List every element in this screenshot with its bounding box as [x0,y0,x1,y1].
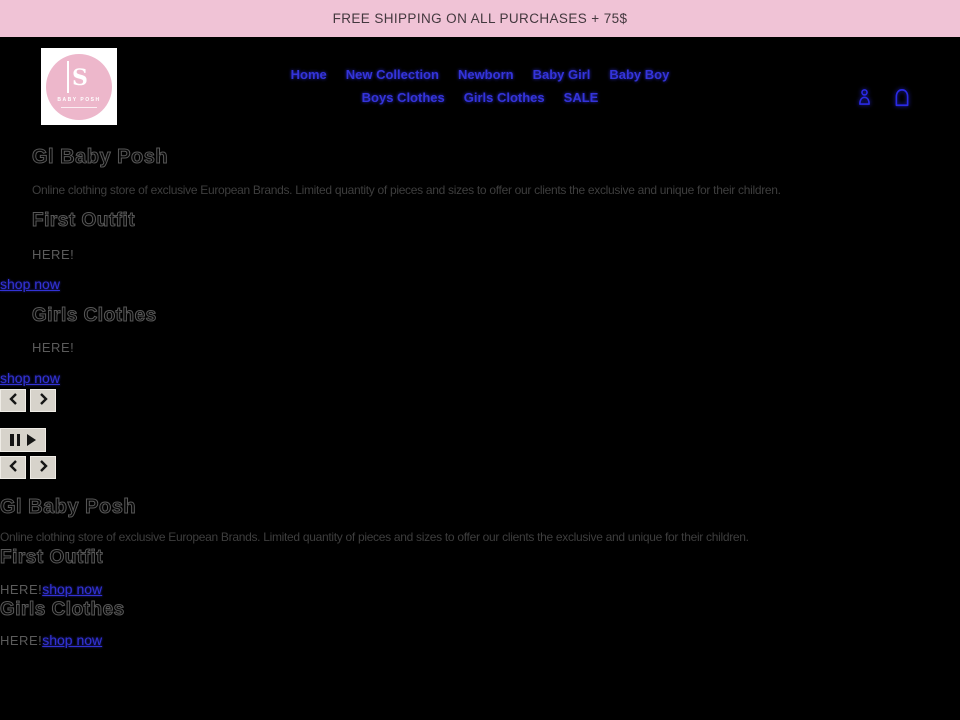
nav-item-newborn[interactable]: Newborn [457,67,514,82]
logo-tagline-line [61,107,97,108]
main-navigation [0,64,960,105]
chevron-left-icon [8,459,19,476]
logo-brand-text: BABY POSH [57,96,101,103]
chevron-right-icon [38,459,49,476]
chevron-right-icon [38,392,49,409]
nav-item-home[interactable]: Home [290,67,327,82]
duplicate-shop-now-link-first-outfit[interactable]: shop now [42,581,103,597]
announcement-text: FREE SHIPPING ON ALL PURCHASES + 75$ [332,11,628,26]
store-description: Online clothing store of exclusive European Brands. Limited quantity of pieces and sizes to offer our clients the exclusive and unique for their children. [32,183,781,197]
duplicate-store-description: Online clothing store of exclusive European Brands. Limited quantity of pieces and sizes to offer our clients the exclusive and unique for their children. [0,530,749,544]
nav-item-boys-clothes[interactable]: Boys Clothes [361,90,445,105]
nav-row-1 [291,67,670,82]
duplicate-section-title-girls-clothes: Girls Clothes [0,599,125,620]
slideshow-prev-button[interactable] [0,389,26,412]
nav-item-sale[interactable]: SALE [563,90,599,105]
slideshow-next-button-2[interactable] [30,456,56,479]
page-title: Gl Baby Posh [32,146,169,168]
shop-now-link-girls-clothes[interactable]: shop now [0,370,60,386]
nav-item-girls-clothes[interactable]: Girls Clothes [463,90,545,105]
logo-monogram: S [72,64,88,91]
duplicate-section-body-girls-clothes: HERE! [0,633,43,648]
duplicate-girls-clothes-row [0,632,102,648]
slideshow-prev-button-2[interactable] [0,456,26,479]
play-icon [27,434,36,446]
duplicate-first-outfit-row [0,581,102,597]
nav-item-baby-boy[interactable]: Baby Boy [609,67,670,82]
header-icons [856,87,911,112]
nav-row-2 [362,90,599,105]
account-icon[interactable] [856,87,873,112]
duplicate-section-title-first-outfit: First Outfit [0,547,104,568]
section-body-girls-clothes: HERE! [32,340,75,355]
announcement-banner [0,0,960,37]
pause-icon [10,434,20,446]
cart-bag-icon[interactable] [893,87,911,112]
section-title-girls-clothes: Girls Clothes [32,305,157,326]
chevron-left-icon [8,392,19,409]
shop-now-link-first-outfit[interactable]: shop now [0,276,60,292]
duplicate-page-title: Gl Baby Posh [0,496,137,518]
section-body-first-outfit: HERE! [32,247,75,262]
slideshow-next-button[interactable] [30,389,56,412]
duplicate-section-body-first-outfit: HERE! [0,582,43,597]
nav-item-baby-girl[interactable]: Baby Girl [532,67,591,82]
nav-item-new-collection[interactable]: New Collection [345,67,439,82]
duplicate-shop-now-link-girls-clothes[interactable]: shop now [42,632,103,648]
section-title-first-outfit: First Outfit [32,210,136,231]
slideshow-pause-play-button[interactable] [0,428,46,452]
